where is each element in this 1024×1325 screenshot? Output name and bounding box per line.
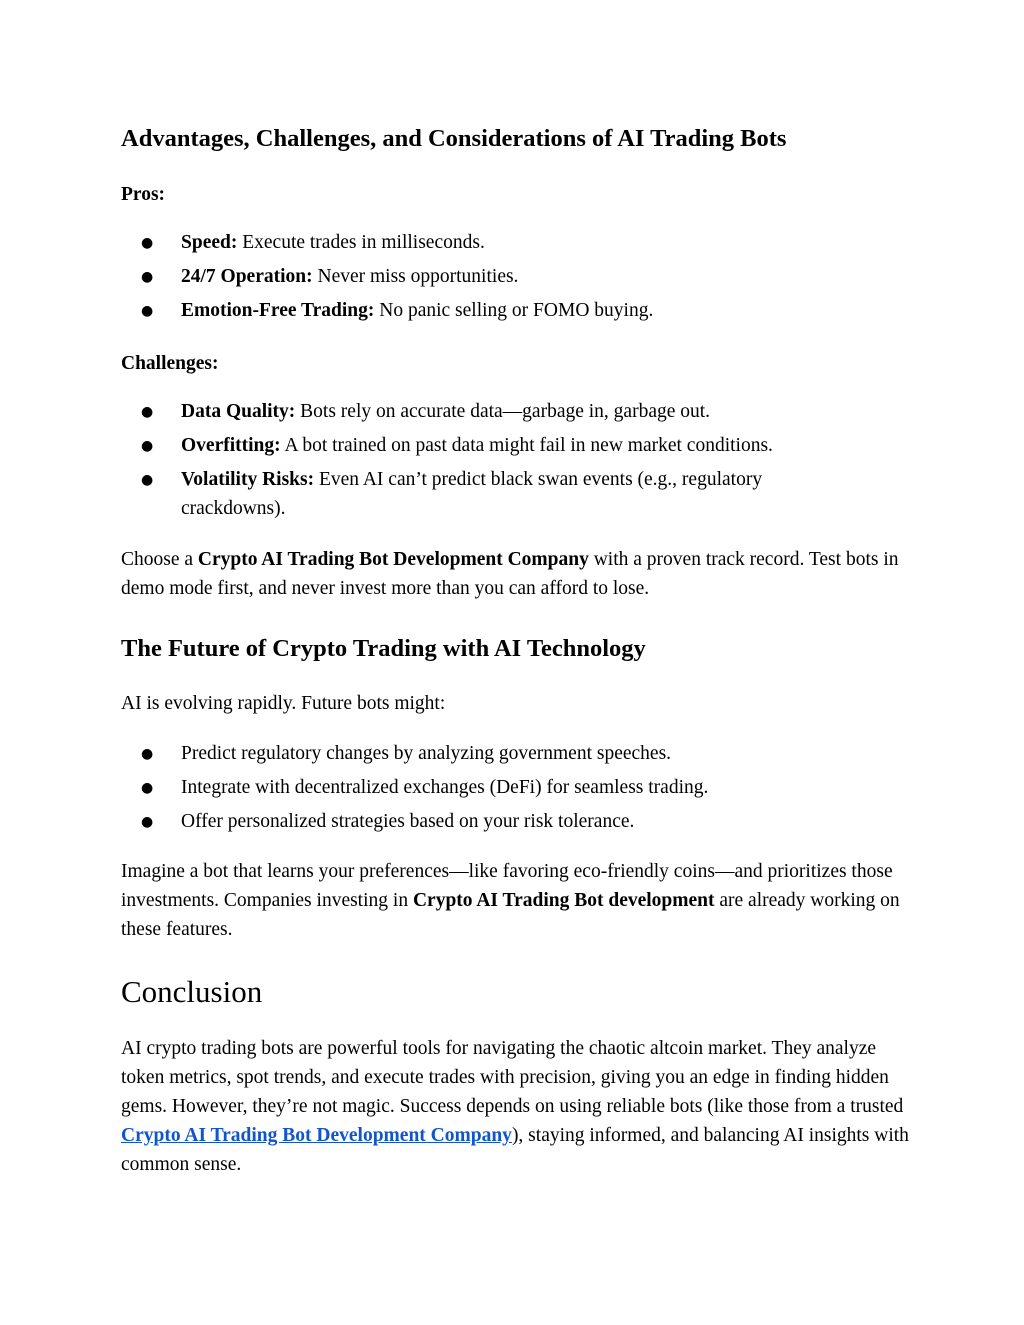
company-link[interactable]: Crypto AI Trading Bot Development Company [121, 1125, 512, 1146]
future-item-text: Offer personalized strategies based on your risk tolerance. [181, 811, 635, 832]
conclusion-text-start: AI crypto trading bots are powerful tools for navigating the chaotic altcoin market. They analyze token metrics, spot trends, and execute trades with precision, giving you an edge in finding hidden gems. However, they’re not magic. Success depends on using reliable bots (like those from a trusted [121, 1038, 904, 1117]
pros-text: No panic selling or FOMO buying. [374, 300, 654, 321]
imagine-bold-development: Crypto AI Trading Bot development [412, 890, 715, 911]
bullet-icon: ● [141, 303, 154, 319]
conclusion-paragraph [121, 1034, 911, 1179]
advice-text-end: with a proven track record. Test bots in demo mode first, and never invest more than you can afford to lose. [121, 549, 899, 599]
bullet-icon: ● [141, 404, 154, 420]
challenge-text: A bot trained on past data might fail in new market conditions. [280, 435, 773, 456]
list-item [121, 774, 911, 803]
pros-term: Emotion-Free Trading: [181, 300, 375, 321]
bullet-icon: ● [141, 235, 154, 251]
section-heading-advantages: Advantages, Challenges, and Considerations of AI Trading Bots [121, 125, 787, 152]
pros-term: Speed: [181, 232, 238, 253]
pros-label: Pros: [121, 184, 166, 205]
future-item-text: Predict regulatory changes by analyzing government speeches. [181, 743, 672, 764]
conclusion-text-end: ), staying informed, and balancing AI insights with common sense. [121, 1125, 909, 1175]
imagine-paragraph [121, 857, 911, 944]
list-item [121, 466, 911, 523]
future-intro: AI is evolving rapidly. Future bots might: [121, 693, 446, 714]
list-item [121, 398, 911, 427]
challenges-list [121, 398, 911, 529]
pros-text: Never miss opportunities. [312, 266, 519, 287]
challenge-term: Overfitting: [181, 435, 281, 456]
list-item [121, 808, 911, 837]
bullet-icon: ● [141, 438, 154, 454]
list-item [121, 297, 911, 326]
bullet-icon: ● [141, 269, 154, 285]
bullet-icon: ● [141, 746, 154, 762]
future-item-text: Integrate with decentralized exchanges (DeFi) for seamless trading. [181, 777, 709, 798]
list-item [121, 740, 911, 769]
imagine-text-start: Imagine a bot that learns your preferences—like favoring eco-friendly coins—and prioritizes those investments. Companies investing in [121, 861, 893, 911]
challenge-text: Bots rely on accurate data—garbage in, garbage out. [295, 401, 711, 422]
section-heading-conclusion: Conclusion [121, 974, 263, 1009]
list-item [121, 263, 911, 292]
pros-term: 24/7 Operation: [181, 266, 313, 287]
section-heading-future: The Future of Crypto Trading with AI Technology [121, 635, 646, 662]
advice-text-start: Choose a [121, 549, 198, 570]
list-item [121, 432, 911, 461]
list-item [121, 229, 911, 258]
challenge-term: Data Quality: [181, 401, 296, 422]
advice-paragraph [121, 545, 911, 603]
bullet-icon: ● [141, 780, 154, 796]
pros-list [121, 229, 911, 331]
challenge-text: Even AI can’t predict black swan events (e.g., regulatory crackdowns). [181, 469, 763, 519]
bullet-icon: ● [141, 472, 154, 488]
bullet-icon: ● [141, 814, 154, 830]
pros-text: Execute trades in milliseconds. [237, 232, 485, 253]
future-list [121, 740, 911, 842]
imagine-text-end: are already working on these features. [121, 890, 900, 940]
challenges-label: Challenges: [121, 353, 219, 374]
advice-bold-company: Crypto AI Trading Bot Development Company [197, 549, 589, 570]
challenge-term: Volatility Risks: [181, 469, 315, 490]
